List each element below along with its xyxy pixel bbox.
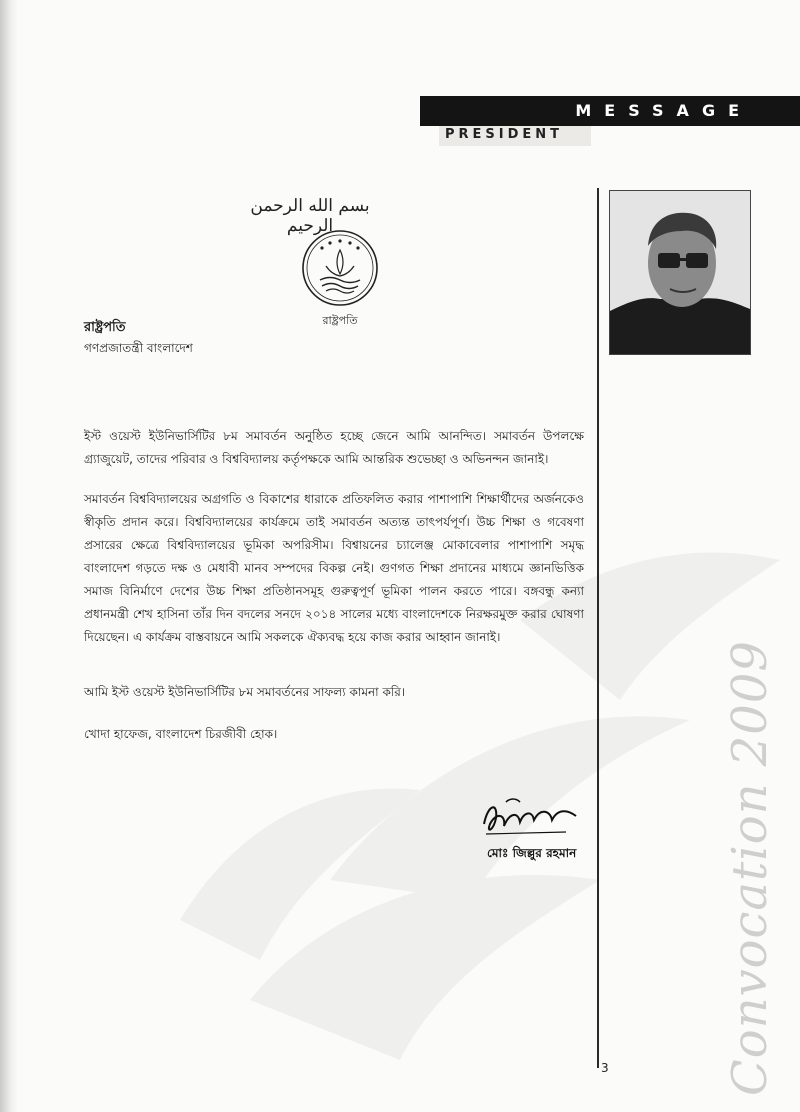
- message-paragraph: খোদা হাফেজ, বাংলাদেশ চিরজীবী হোক।: [84, 727, 278, 741]
- message-label: MESSAGE: [575, 101, 752, 120]
- message-header-bar: [420, 96, 800, 126]
- message-paragraph: সমাবর্তন বিশ্ববিদ্যালয়ের অগ্রগতি ও বিকাশের ধারাকে প্রতিফলিত করার পাশাপাশি শিক্ষার্থীদের অর্জনকেও স্বীকৃতি প্রদান করে। বিশ্ববিদ্যালয়ের কার্যক্রমে তাই সমাবর্তন অত্যন্ত তাৎপর্যপূর্ণ। উচ্চ শিক্ষা ও গবেষণা প্রসারের ক্ষেত্রে বিশ্ববিদ্যালয়ের ভূমিকা অপরিসীম। বিশ্বায়নের চ্যালেঞ্জ মোকাবেলার পাশাপাশি সমৃদ্ধ বাংলাদেশ গড়তে দক্ষ ও মেধাবী মানব সম্পদের বিকল্প নেই। গুণগত শিক্ষা প্রদানের মাধ্যমে জ্ঞানভিত্তিক সমাজ বিনির্মাণে দেশের উচ্চ শিক্ষা প্রতিষ্ঠানসমূহ গুরুত্বপূর্ণ ভূমিকা পালন করতে পারে। বঙ্গবন্ধু কন্যা প্রধানমন্ত্রী শেখ হাসিনা তাঁর দিন বদলের সনদে ২০১৪ সালের মধ্যে বাংলাদেশকে নিরক্ষরমুক্ত করার ঘোষণা দিয়েছেন। এ কার্যক্রম বাস্তবায়নে আমি সকলকে ঐক্যবদ্ধ হয়ে কাজ করার আহ্বান জানাই।: [84, 492, 584, 644]
- presidential-seal-emblem: [300, 228, 380, 308]
- office-title: রাষ্ট্রপতি: [84, 320, 126, 335]
- bismillah-calligraphy: بسم الله الرحمن الرحيم: [250, 196, 370, 236]
- office-country: গণপ্রজাতন্ত্রী বাংলাদেশ: [84, 341, 193, 355]
- vertical-divider: [597, 188, 599, 1068]
- convocation-side-text: Convocation 2009: [722, 640, 778, 1096]
- president-portrait: [609, 190, 751, 355]
- message-paragraph: আমি ইস্ট ওয়েস্ট ইউনিভার্সিটির ৮ম সমাবর্তনের সাফল্য কামনা করি।: [84, 685, 406, 699]
- signer-name: মোঃ জিল্লুর রহমান: [487, 846, 577, 860]
- president-header-bar: [439, 126, 591, 146]
- seal-caption: রাষ্ট্রপতি: [322, 314, 358, 327]
- message-paragraph: ইস্ট ওয়েস্ট ইউনিভার্সিটির ৮ম সমাবর্তন অনুষ্ঠিত হচ্ছে জেনে আমি আনন্দিত। সমাবর্তন উপলক্ষে গ্র্যাজুয়েট, তাদের পরিবার ও বিশ্ববিদ্যালয় কর্তৃপক্ষকে আমি আন্তরিক শুভেচ্ছা ও অভিনন্দন জানাই।: [84, 429, 584, 466]
- president-label: PRESIDENT: [445, 127, 564, 142]
- handwritten-signature: [476, 794, 584, 844]
- page-number: 3: [601, 1061, 609, 1075]
